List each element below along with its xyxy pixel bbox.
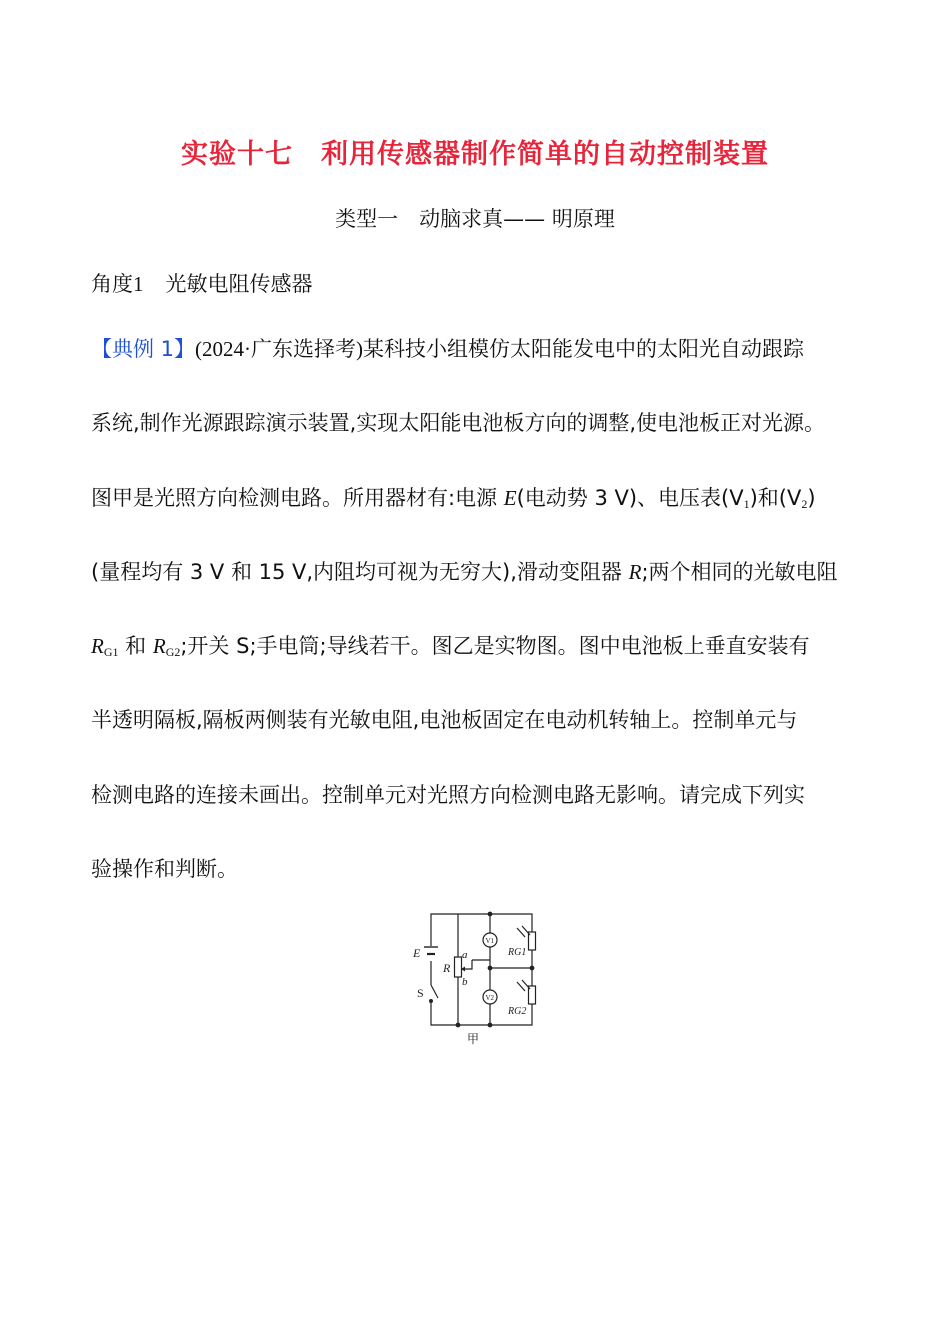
label-v1: V1 <box>485 937 495 945</box>
light-arrow-icon <box>517 928 525 937</box>
line-text: 和 <box>118 634 153 659</box>
label-v2: V2 <box>485 994 495 1002</box>
light-arrow-icon <box>522 980 530 989</box>
paragraph-line <box>91 535 881 609</box>
junction-dot <box>488 966 492 970</box>
line-text: 验操作和判断。 <box>91 857 238 882</box>
paragraph-line <box>91 609 881 683</box>
rheostat-slider <box>461 960 472 969</box>
subscript: 1 <box>743 496 750 511</box>
line-text: 图甲是光照方向检测电路。所用器材有:电源 <box>91 485 504 510</box>
angle-number: 1 <box>133 272 144 296</box>
line-text: 某科技小组模仿太阳能发电中的太阳光自动跟踪 <box>363 337 805 361</box>
label-s: S <box>417 986 424 1000</box>
angle-label: 角度 <box>91 272 133 296</box>
junction-dot <box>488 912 492 916</box>
line-text: )和(V <box>749 485 802 510</box>
symbol-e: E <box>503 485 517 510</box>
example-tag: 【典例 1】 <box>91 337 196 361</box>
paragraph-line <box>91 758 881 832</box>
switch-icon <box>431 985 438 998</box>
junction-dot <box>530 966 534 970</box>
label-e: E <box>413 946 421 960</box>
symbol-r: R <box>152 634 166 659</box>
junction-dot <box>456 1023 460 1027</box>
paragraph-line <box>91 312 881 386</box>
subscript: 2 <box>801 496 808 511</box>
example-source: (2024·广东选择考) <box>195 337 364 361</box>
line-text: (电动势 3 V)、电压表(V <box>516 485 744 510</box>
line-text: ;两个相同的光敏电阻 <box>641 559 838 584</box>
line-text: ) <box>807 485 816 510</box>
paragraph-line <box>91 461 881 535</box>
line-text: 检测电路的连接未画出。控制单元对光照方向检测电路无影响。请完成下列实 <box>91 782 805 807</box>
example-paragraph <box>91 312 881 906</box>
symbol-r: R <box>628 559 642 584</box>
line-text: 系统,制作光源跟踪演示装置,实现太阳能电池板方向的调整,使电池板正对光源。 <box>91 411 826 436</box>
subscript: G2 <box>165 645 181 660</box>
switch-contact <box>430 1000 433 1003</box>
line-text: (量程均有 3 V 和 15 V,内阻均可视为无穷大),滑动变阻器 <box>91 559 629 584</box>
symbol-r: R <box>91 634 104 659</box>
page-title: 实验十七 利用传感器制作简单的自动控制装置 <box>181 139 769 170</box>
line-text: ;开关 S;手电筒;导线若干。图乙是实物图。图中电池板上垂直安装有 <box>180 634 810 659</box>
figure-caption: 甲 <box>467 1032 480 1046</box>
subscript: G1 <box>103 645 119 660</box>
label-rg2: RG2 <box>508 1006 527 1017</box>
light-arrow-icon <box>517 982 525 991</box>
label-rg1: RG1 <box>508 947 527 958</box>
rheostat-icon <box>455 957 462 977</box>
section-subtitle: 类型一 动脑求真—— 明原理 <box>335 207 615 231</box>
label-a: a <box>462 949 468 961</box>
paragraph-line <box>91 832 881 906</box>
light-arrow-icon <box>522 926 530 935</box>
wire <box>458 914 532 932</box>
angle-heading <box>91 268 313 298</box>
line-text: 半透明隔板,隔板两侧装有光敏电阻,电池板固定在电动机转轴上。控制单元与 <box>91 708 798 733</box>
junction-dot <box>488 1023 492 1027</box>
wire <box>431 914 458 946</box>
angle-text: 光敏电阻传感器 <box>165 272 313 296</box>
label-b: b <box>462 976 468 988</box>
paragraph-line <box>91 683 881 757</box>
label-r: R <box>443 961 451 975</box>
circuit-diagram <box>400 905 550 1055</box>
paragraph-line <box>91 386 881 460</box>
